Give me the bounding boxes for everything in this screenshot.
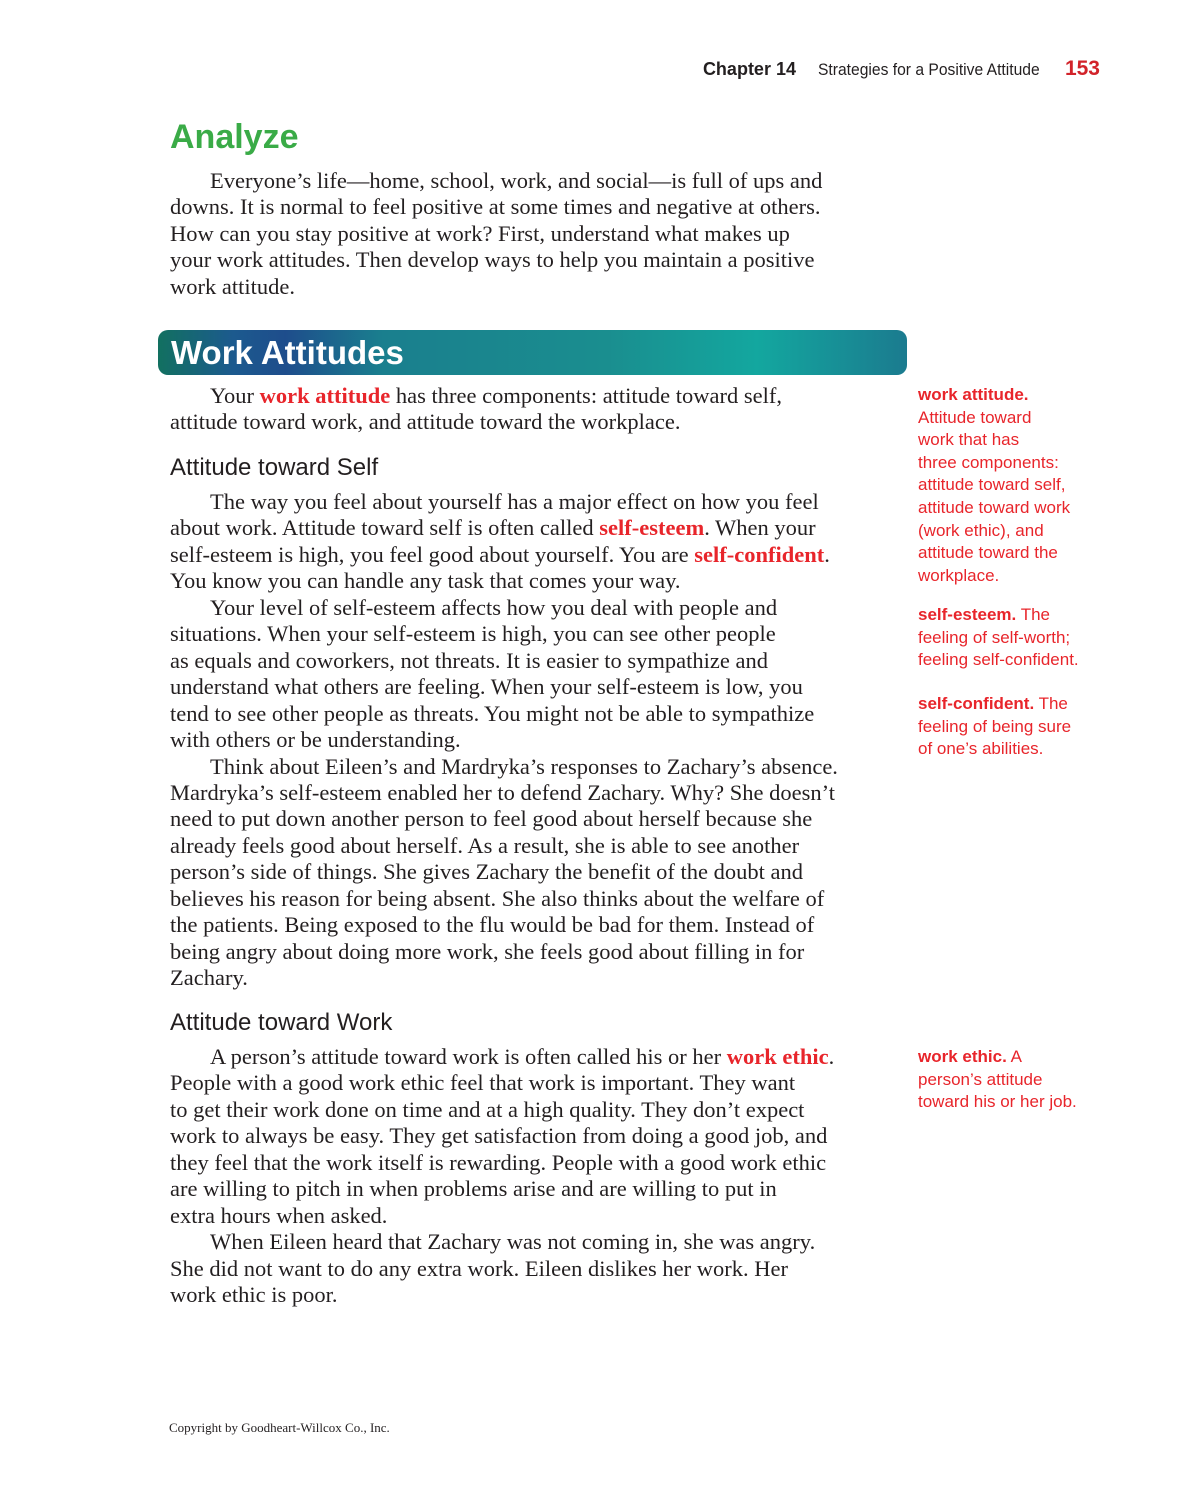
text-line: believes his reason for being absent. She also thinks about the welfare of (170, 885, 825, 911)
glossary-line: person’s attitude (918, 1069, 1043, 1089)
key-term: self-confident (694, 541, 825, 567)
self-body (170, 489, 910, 992)
text-line: tend to see other people as threats. You might not be able to sympathize (170, 700, 815, 726)
text-line: understand what others are feeling. When your self-esteem is low, you (170, 674, 803, 700)
glossary-term: work ethic. (918, 1047, 1007, 1066)
glossary-line: workplace. (918, 565, 1000, 585)
glossary-line (918, 384, 1118, 407)
glossary-entry (918, 604, 1118, 672)
text-line: People with a good work ethic feel that work is important. They want (170, 1070, 796, 1096)
text-line: She did not want to do any extra work. Eileen dislikes her work. Her (170, 1255, 788, 1281)
glossary-line: feeling of self-worth; (918, 627, 1071, 647)
glossary-line: work that has (918, 430, 1020, 450)
analyze-heading: Analyze (170, 118, 299, 156)
section-banner (158, 330, 907, 375)
text-line: work attitude. (170, 273, 295, 299)
work-body (170, 1044, 910, 1309)
glossary-line: attitude toward self, (918, 475, 1066, 495)
text-line: The way you feel about yourself has a major effect on how you feel (210, 489, 819, 514)
text-line: situations. When your self-esteem is high, you can see other people (170, 621, 776, 647)
text-line: extra hours when asked. (170, 1202, 388, 1228)
text-line: the patients. Being exposed to the flu would be bad for them. Instead of (170, 912, 815, 938)
text-line: being angry about doing more work, she feels good about filling in for (170, 938, 805, 964)
key-term: work attitude (259, 383, 391, 408)
text-line: already feels good about herself. As a result, she is able to see another (170, 832, 800, 858)
subheading-self: Attitude toward Self (170, 454, 379, 481)
glossary-entry (918, 384, 1118, 587)
text-line: When Eileen heard that Zachary was not coming in, she was angry. (210, 1229, 816, 1255)
copyright: Copyright by Goodheart-Willcox Co., Inc. (169, 1420, 390, 1435)
glossary-line: self-confident. The (918, 694, 1068, 713)
text-line: You know you can handle any task that comes your way. (170, 568, 681, 594)
glossary-term: work attitude. (918, 385, 1029, 404)
text-line: Everyone’s life—home, school, work, and social—is full of ups and (210, 168, 823, 193)
glossary-line: toward his or her job. (918, 1092, 1077, 1112)
glossary-line: feeling of being sure (918, 716, 1072, 736)
text-line: about work. Attitude toward self is often called self-esteem. When your (170, 515, 816, 541)
glossary-line: Attitude toward (918, 407, 1032, 427)
glossary-term: self-confident. (918, 694, 1035, 713)
text-line: attitude toward work, and attitude toward the workplace. (170, 409, 681, 435)
section-intro (170, 383, 910, 436)
subheading-work: Attitude toward Work (170, 1009, 393, 1036)
text-line: to get their work done on time and at a high quality. They don’t expect (170, 1096, 805, 1122)
text-line: they feel that the work itself is rewarding. People with a good work ethic (170, 1149, 827, 1175)
text-line: Your work attitude has three components: attitude toward self, (210, 383, 783, 408)
text-line: your work attitudes. Then develop ways to help you maintain a positive (170, 247, 815, 273)
text-line: A person’s attitude toward work is often called his or her work ethic. (210, 1044, 835, 1069)
text-line: person’s side of things. She gives Zachary the benefit of the doubt and (170, 859, 803, 885)
key-term: work ethic (726, 1044, 829, 1069)
glossary-entry (918, 693, 1118, 761)
glossary-line: of one’s abilities. (918, 739, 1044, 759)
text-line: Think about Eileen’s and Mardryka’s responses to Zachary’s absence. (210, 753, 838, 779)
glossary-line: work ethic. A (918, 1047, 1022, 1066)
text-line: need to put down another person to feel good about herself because she (170, 806, 813, 832)
glossary-line: feeling self-confident. (918, 650, 1079, 670)
running-header (703, 57, 1100, 81)
glossary-line: self-esteem. The (918, 605, 1050, 624)
chapter-label: Chapter 14 (702, 59, 796, 79)
text-line: self-esteem is high, you feel good about yourself. You are self-confident. (170, 541, 830, 567)
text-line: Mardryka’s self-esteem enabled her to defend Zachary. Why? She doesn’t (170, 779, 835, 805)
key-term: self-esteem (599, 515, 705, 541)
section-heading: Work Attitudes (171, 334, 404, 371)
text-line: Zachary. (170, 965, 248, 991)
glossary-line: attitude toward the (918, 543, 1058, 563)
text-line: downs. It is normal to feel positive at some times and negative at others. (170, 194, 821, 220)
text-line: work ethic is poor. (170, 1282, 338, 1308)
chapter-title: Strategies for a Positive Attitude (817, 60, 1040, 79)
text-line: with others or be understanding. (170, 727, 461, 753)
glossary-line: attitude toward work (918, 497, 1071, 517)
page-number: 153 (1064, 57, 1100, 80)
text-line: as equals and coworkers, not threats. It is easier to sympathize and (170, 647, 768, 673)
glossary-entry (918, 1046, 1118, 1114)
glossary-line: (work ethic), and (918, 520, 1044, 540)
text-line: are willing to pitch in when problems arise and are willing to put in (170, 1176, 777, 1202)
glossary-term: self-esteem. (918, 605, 1017, 624)
glossary-line: three components: (918, 452, 1059, 472)
text-line: Your level of self-esteem affects how you deal with people and (210, 594, 778, 620)
text-line: work to always be easy. They get satisfaction from doing a good job, and (170, 1123, 828, 1149)
analyze-body (170, 168, 910, 300)
text-line: How can you stay positive at work? First, understand what makes up (170, 220, 790, 246)
